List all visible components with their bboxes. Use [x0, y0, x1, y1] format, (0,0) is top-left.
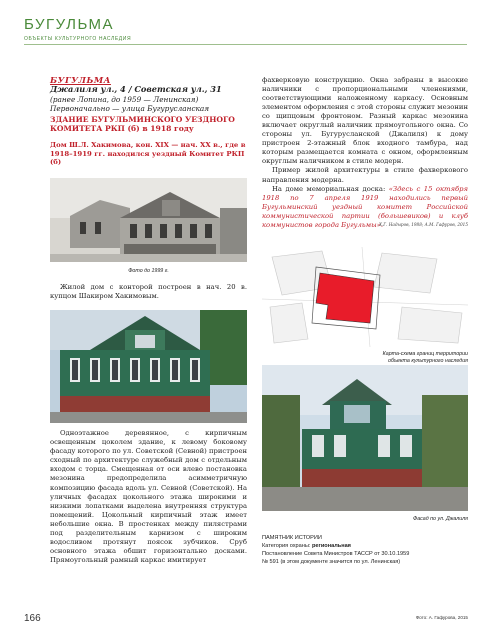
- monument-heading: ПАМЯТНИК ИСТОРИИ: [262, 535, 322, 541]
- article-header: [50, 76, 246, 167]
- facade-photo: [262, 365, 468, 511]
- historic-photo: [50, 178, 247, 262]
- decree: Постановление Совета Министров ТАССР от 30.10.1959: [262, 551, 410, 558]
- body-paragraph: Пример жилой архитектуры в стиле фахверкового направления модерна.: [262, 166, 468, 184]
- street-history: (ранее Лопина, до 1959 — Ленинская): [50, 94, 199, 104]
- site-map: [262, 247, 468, 347]
- map-caption: [262, 351, 468, 365]
- object-description: Дом Ш.Л. Хакимова, кон. XIX — нач. XX в., где в 1918–1919 гг. находился уездный Комитет РКП (б): [50, 140, 246, 167]
- map-caption-line1: Карта-схема границ территории: [382, 351, 468, 357]
- intro-paragraph: Жилой дом с конторой построен в нач. 20 в. купцом Шакиром Хакимовым.: [50, 283, 247, 301]
- section-title: БУГУЛЬМА: [24, 16, 115, 33]
- map-caption-line2: объекта культурного наследия: [388, 358, 468, 364]
- section-subtitle: ОБЪЕКТЫ КУЛЬТУРНОГО НАСЛЕДИЯ: [24, 36, 132, 42]
- building-photo: [50, 310, 247, 423]
- object-title: ЗДАНИЕ БУГУЛЬМИНСКОГО УЕЗДНОГО КОМИТЕТА РКП (б) в 1918 году: [50, 115, 235, 134]
- photo-caption: Фото до 1999 г.: [128, 268, 169, 274]
- article-body-right: [262, 76, 468, 230]
- category-label: Категория охраны:: [262, 543, 312, 550]
- photo-caption: Фасад по ул. Джалиля: [412, 516, 468, 522]
- monument-info: [262, 534, 468, 566]
- memorial-intro: На доме мемориальная доска:: [272, 184, 389, 193]
- address: Джалиля ул., 4 / Советская ул., 31: [50, 84, 222, 95]
- body-paragraph: фахверковую конструкцию. Окна забраны в высокие наличники с пропорциональными членениями, соответствующими наложенному каркасу. Основным элементом оформления с этой стороны служит мезонин со щипцовым фронтоном. Разный каркас мезонина включает округлый наличник прямоугольного окна. Со стороны ул. Бугурусланской (Джалиля) к дому пристроен 2-этажный блок входного тамбура, над которым размещается комната с окном, оформленным округлым наличником в стиле модерн.: [262, 76, 468, 166]
- page-number: 166: [24, 613, 41, 624]
- description-paragraph: Одноэтажное деревянное, с кирпичным освещенным цоколем здание, к левому боковому фасаду которого по ул. Советской (Севной) пристроен сходный по архитектуре служебный дом с отдельным входом с торца. Смещенная от оси влево постановка мезонина предопределила асимметричную композицию фасада вдоль ул. Севной (Советской). На уличных фасадах цокольного этажа широкими и низкими лопатками выделена внутренняя структура помещений. Цокольный кирпичный этаж имеет небольшие окна. В простенках между пилястрами под разделительным карнизом с широким водосливом протянут поясок зубчиков. Сруб основного этажа обшит горизонтально досками. Прямоугольный рамный каркас имитирует: [50, 429, 247, 565]
- protection-category: [262, 542, 468, 550]
- decree-number: № 591 (в этом документе значится по ул. Ленинская): [262, 559, 401, 566]
- header-divider: [24, 44, 467, 45]
- city-label: БУГУЛЬМА: [50, 75, 111, 85]
- photo-credit: Фото: А. Гафурова, 2015: [415, 615, 468, 620]
- street-original-name: Первоначально — улица Бугурусланская: [50, 103, 210, 113]
- text-credit: Х.Г. Надыров, 1988; А.М. Гафуров, 2015: [378, 222, 468, 227]
- memorial-quote: «Здесь с 15 октября 1918 по 7 апреля 1919 находились первый Бугульминский уездный комитет Российской коммунистической партии (большевиков) и клуб коммунистов города Бугульмы».: [262, 184, 468, 229]
- category-value: региональная: [312, 543, 351, 550]
